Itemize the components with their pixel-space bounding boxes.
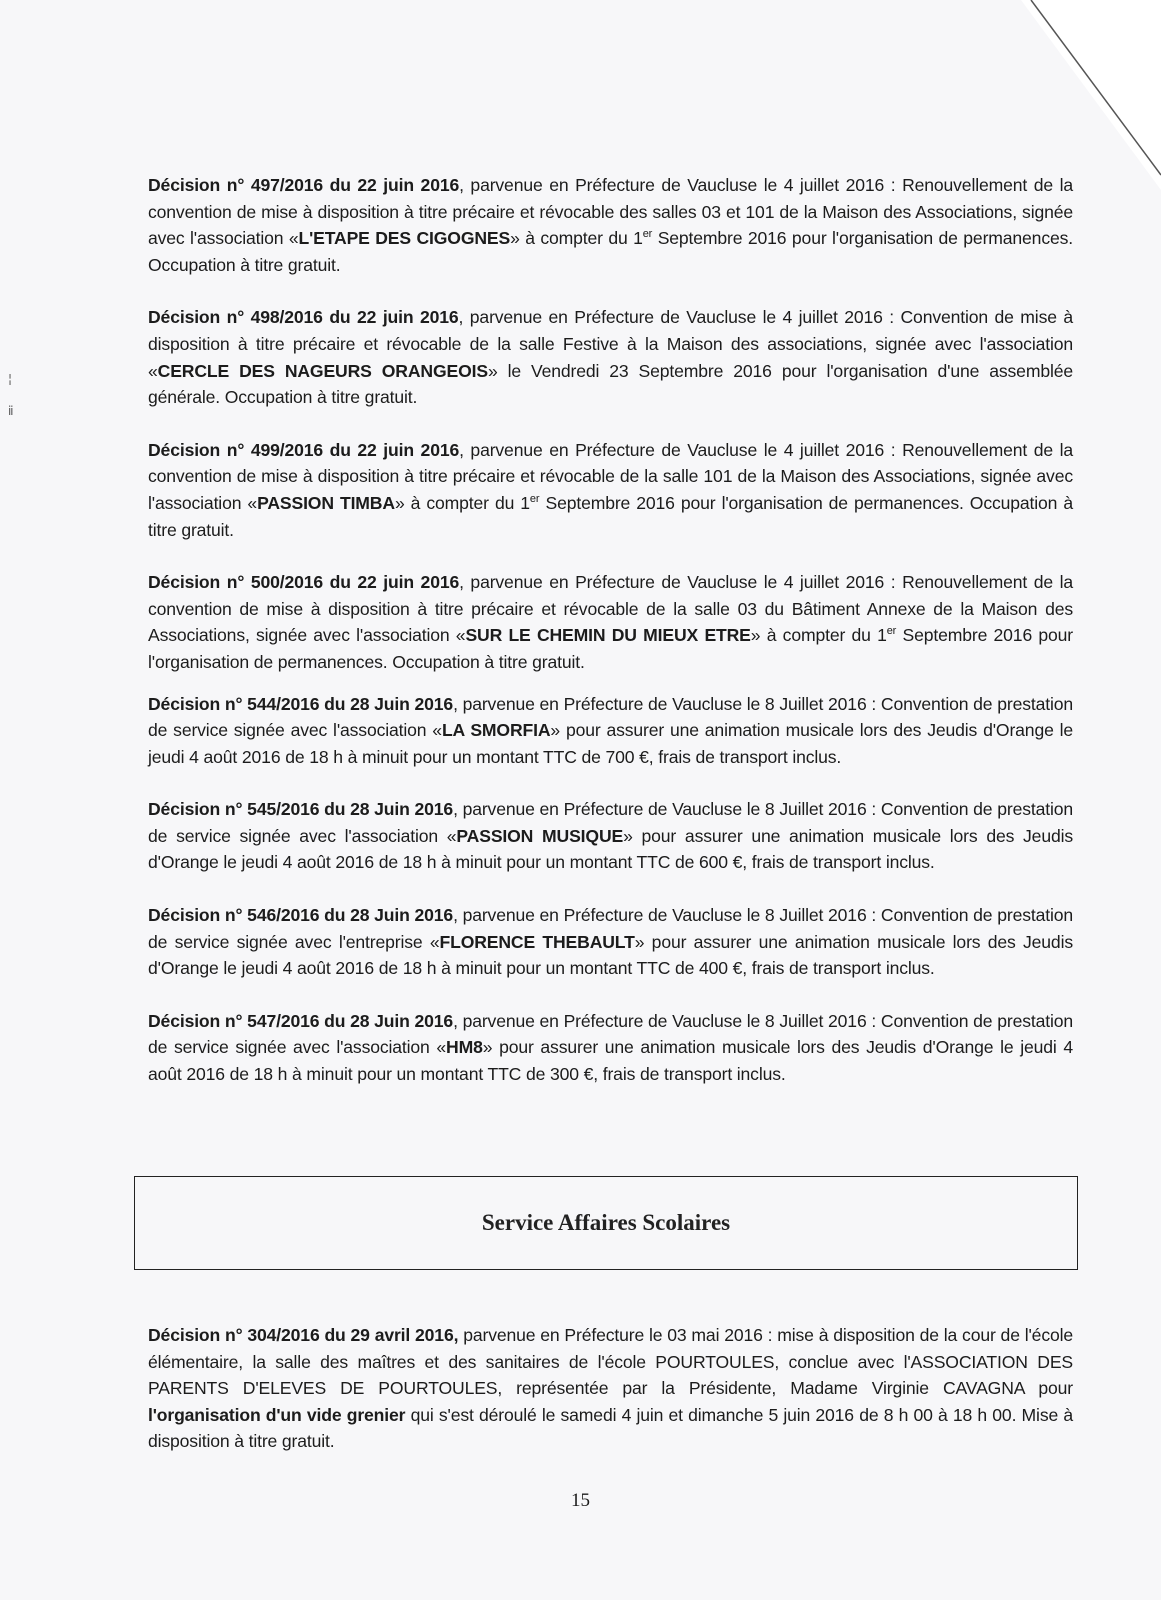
- association-name: SUR LE CHEMIN DU MIEUX ETRE: [465, 625, 751, 646]
- decision-text: » le Vendredi 23 Septembre 2016 pour l'organisation d'une assemblée générale. Occupation à titre gratuit.: [148, 360, 1073, 408]
- decision-text: Septembre 2016 pour l'organisation de permanences. Occupation à titre gratuit.: [148, 492, 1073, 540]
- association-name: L'ETAPE DES CIGOGNES: [298, 228, 511, 249]
- decision-text: Septembre 2016 pour l'organisation de permanences. Occupation à titre gratuit.: [148, 228, 1073, 275]
- decision-number: Décision n° 498/2016 du 22 juin 2016: [148, 307, 459, 328]
- decision-text: » pour assurer une animation musicale lors des Jeudis d'Orange le jeudi 4 août 2016 de 18 h à minuit pour un montant TTC de 600 €, frais de transport inclus.: [148, 825, 1073, 873]
- decision-number: Décision n° 500/2016 du 22 juin 2016: [148, 572, 460, 593]
- margin-mark: ⅱ: [8, 404, 14, 418]
- ordinal-suffix: er: [642, 228, 653, 241]
- decision-paragraph: [148, 1322, 1073, 1455]
- decision-paragraph: [148, 902, 1073, 982]
- page-corner-fold: [1021, 0, 1161, 190]
- decision-text: , parvenue en Préfecture de Vaucluse le 8 Juillet 2016 : Convention de prestation de service signée avec l'association «: [148, 799, 1073, 846]
- decision-paragraph: [148, 304, 1073, 410]
- decision-text: parvenue en Préfecture le 03 mai 2016 : mise à disposition de la cour de l'école élémentaire, la salle des maîtres et des sanitaires de l'école POURTOULES, conclue avec l'ASSOCIATION DES PARENTS D'ELEVES DE POURTOULES, représentée par la Présidente, Madame Virginie CAVAGNA pour: [148, 1325, 1073, 1399]
- decision-paragraph: [148, 172, 1073, 278]
- decision-paragraph: [148, 691, 1073, 771]
- decisions-list: [148, 172, 1073, 1088]
- school-decision-block: [148, 1322, 1073, 1455]
- decision-number: Décision n° 545/2016 du 28 Juin 2016: [148, 799, 454, 820]
- association-name: HM8: [446, 1037, 483, 1058]
- decision-text: , parvenue en Préfecture de Vaucluse le 4 juillet 2016 : Renouvellement de la convention de mise à disposition à titre précaire et révocable de la salle 03 du Bâtiment Annexe de la Maison des Associations, signée avec l'association «: [148, 572, 1073, 646]
- section-title: Service Affaires Scolaires: [481, 1210, 731, 1235]
- decision-paragraph: [148, 796, 1073, 876]
- section-header-box: [134, 1176, 1078, 1270]
- decision-number: Décision n° 546/2016 du 28 Juin 2016: [148, 905, 454, 926]
- decision-number: Décision n° 497/2016 du 22 juin 2016: [148, 175, 460, 195]
- decision-paragraph: [148, 569, 1073, 675]
- decision-text: » à compter du 1: [510, 228, 643, 249]
- association-name: LA SMORFIA: [441, 720, 551, 741]
- decision-text: , parvenue en Préfecture de Vaucluse le 8 Juillet 2016 : Convention de prestation de service signée avec l'association «: [148, 693, 1073, 741]
- association-name: CERCLE DES NAGEURS ORANGEOIS: [157, 360, 488, 381]
- decision-text: Septembre 2016 pour l'organisation de permanences. Occupation à titre gratuit.: [148, 625, 1074, 672]
- decision-text: , parvenue en Préfecture de Vaucluse le 4 juillet 2016 : Convention de mise à disposition à titre précaire et révocable de la salle Festive à la Maison des associations, signée avec l'association «: [148, 307, 1073, 381]
- decision-text: » à compter du 1: [394, 492, 530, 513]
- decision-number: Décision n° 304/2016 du 29 avril 2016,: [148, 1325, 459, 1345]
- decision-text: » pour assurer une animation musicale lors des Jeudis d'Orange le jeudi 4 août 2016 de 18 h à minuit pour un montant TTC de 300 €, frais de transport inclus.: [148, 1037, 1073, 1085]
- decision-emphasis: l'organisation d'un vide grenier: [148, 1404, 406, 1425]
- decision-number: Décision n° 547/2016 du 28 Juin 2016: [148, 1010, 454, 1031]
- decision-text: , parvenue en Préfecture de Vaucluse le 4 juillet 2016 : Renouvellement de la convention de mise à disposition à titre précaire et révocable de la salle 101 de la Maison des Associations, signée avec l'association «: [148, 439, 1073, 513]
- decision-text: » pour assurer une animation musicale lors des Jeudis d'Orange le jeudi 4 août 2016 de 18 h à minuit pour un montant TTC de 700 €, frais de transport inclus.: [148, 720, 1074, 767]
- association-name: PASSION MUSIQUE: [456, 825, 624, 846]
- decision-text: , parvenue en Préfecture de Vaucluse le 4 juillet 2016 : Renouvellement de la convention de mise à disposition à titre précaire et révocable des salles 03 et 101 de la Maison des Associations, signée avec l'association «: [148, 175, 1073, 249]
- decision-paragraph: [148, 437, 1073, 543]
- decision-number: Décision n° 544/2016 du 28 Juin 2016: [148, 693, 454, 714]
- decision-text: » pour assurer une animation musicale lors des Jeudis d'Orange le jeudi 4 août 2016 de 18 h à minuit pour un montant TTC de 400 €, frais de transport inclus.: [148, 931, 1073, 979]
- association-name: FLORENCE THEBAULT: [439, 931, 635, 952]
- decision-text: qui s'est déroulé le samedi 4 juin et dimanche 5 juin 2016 de 8 h 00 à 18 h 00. Mise à disposition à titre gratuit.: [148, 1404, 1073, 1452]
- page-number: 15: [571, 1490, 590, 1511]
- ordinal-suffix: er: [886, 625, 897, 638]
- decision-number: Décision n° 499/2016 du 22 juin 2016: [148, 439, 460, 460]
- association-name: PASSION TIMBA: [257, 492, 395, 513]
- margin-mark: ¦: [8, 372, 13, 386]
- ordinal-suffix: er: [529, 493, 540, 506]
- decision-text: , parvenue en Préfecture de Vaucluse le 8 Juillet 2016 : Convention de prestation de service signée avec l'association «: [148, 1010, 1073, 1058]
- decision-text: » à compter du 1: [750, 625, 887, 646]
- decision-text: , parvenue en Préfecture de Vaucluse le 8 Juillet 2016 : Convention de prestation de service signée avec l'entreprise «: [148, 905, 1073, 952]
- decision-paragraph: [148, 1008, 1073, 1088]
